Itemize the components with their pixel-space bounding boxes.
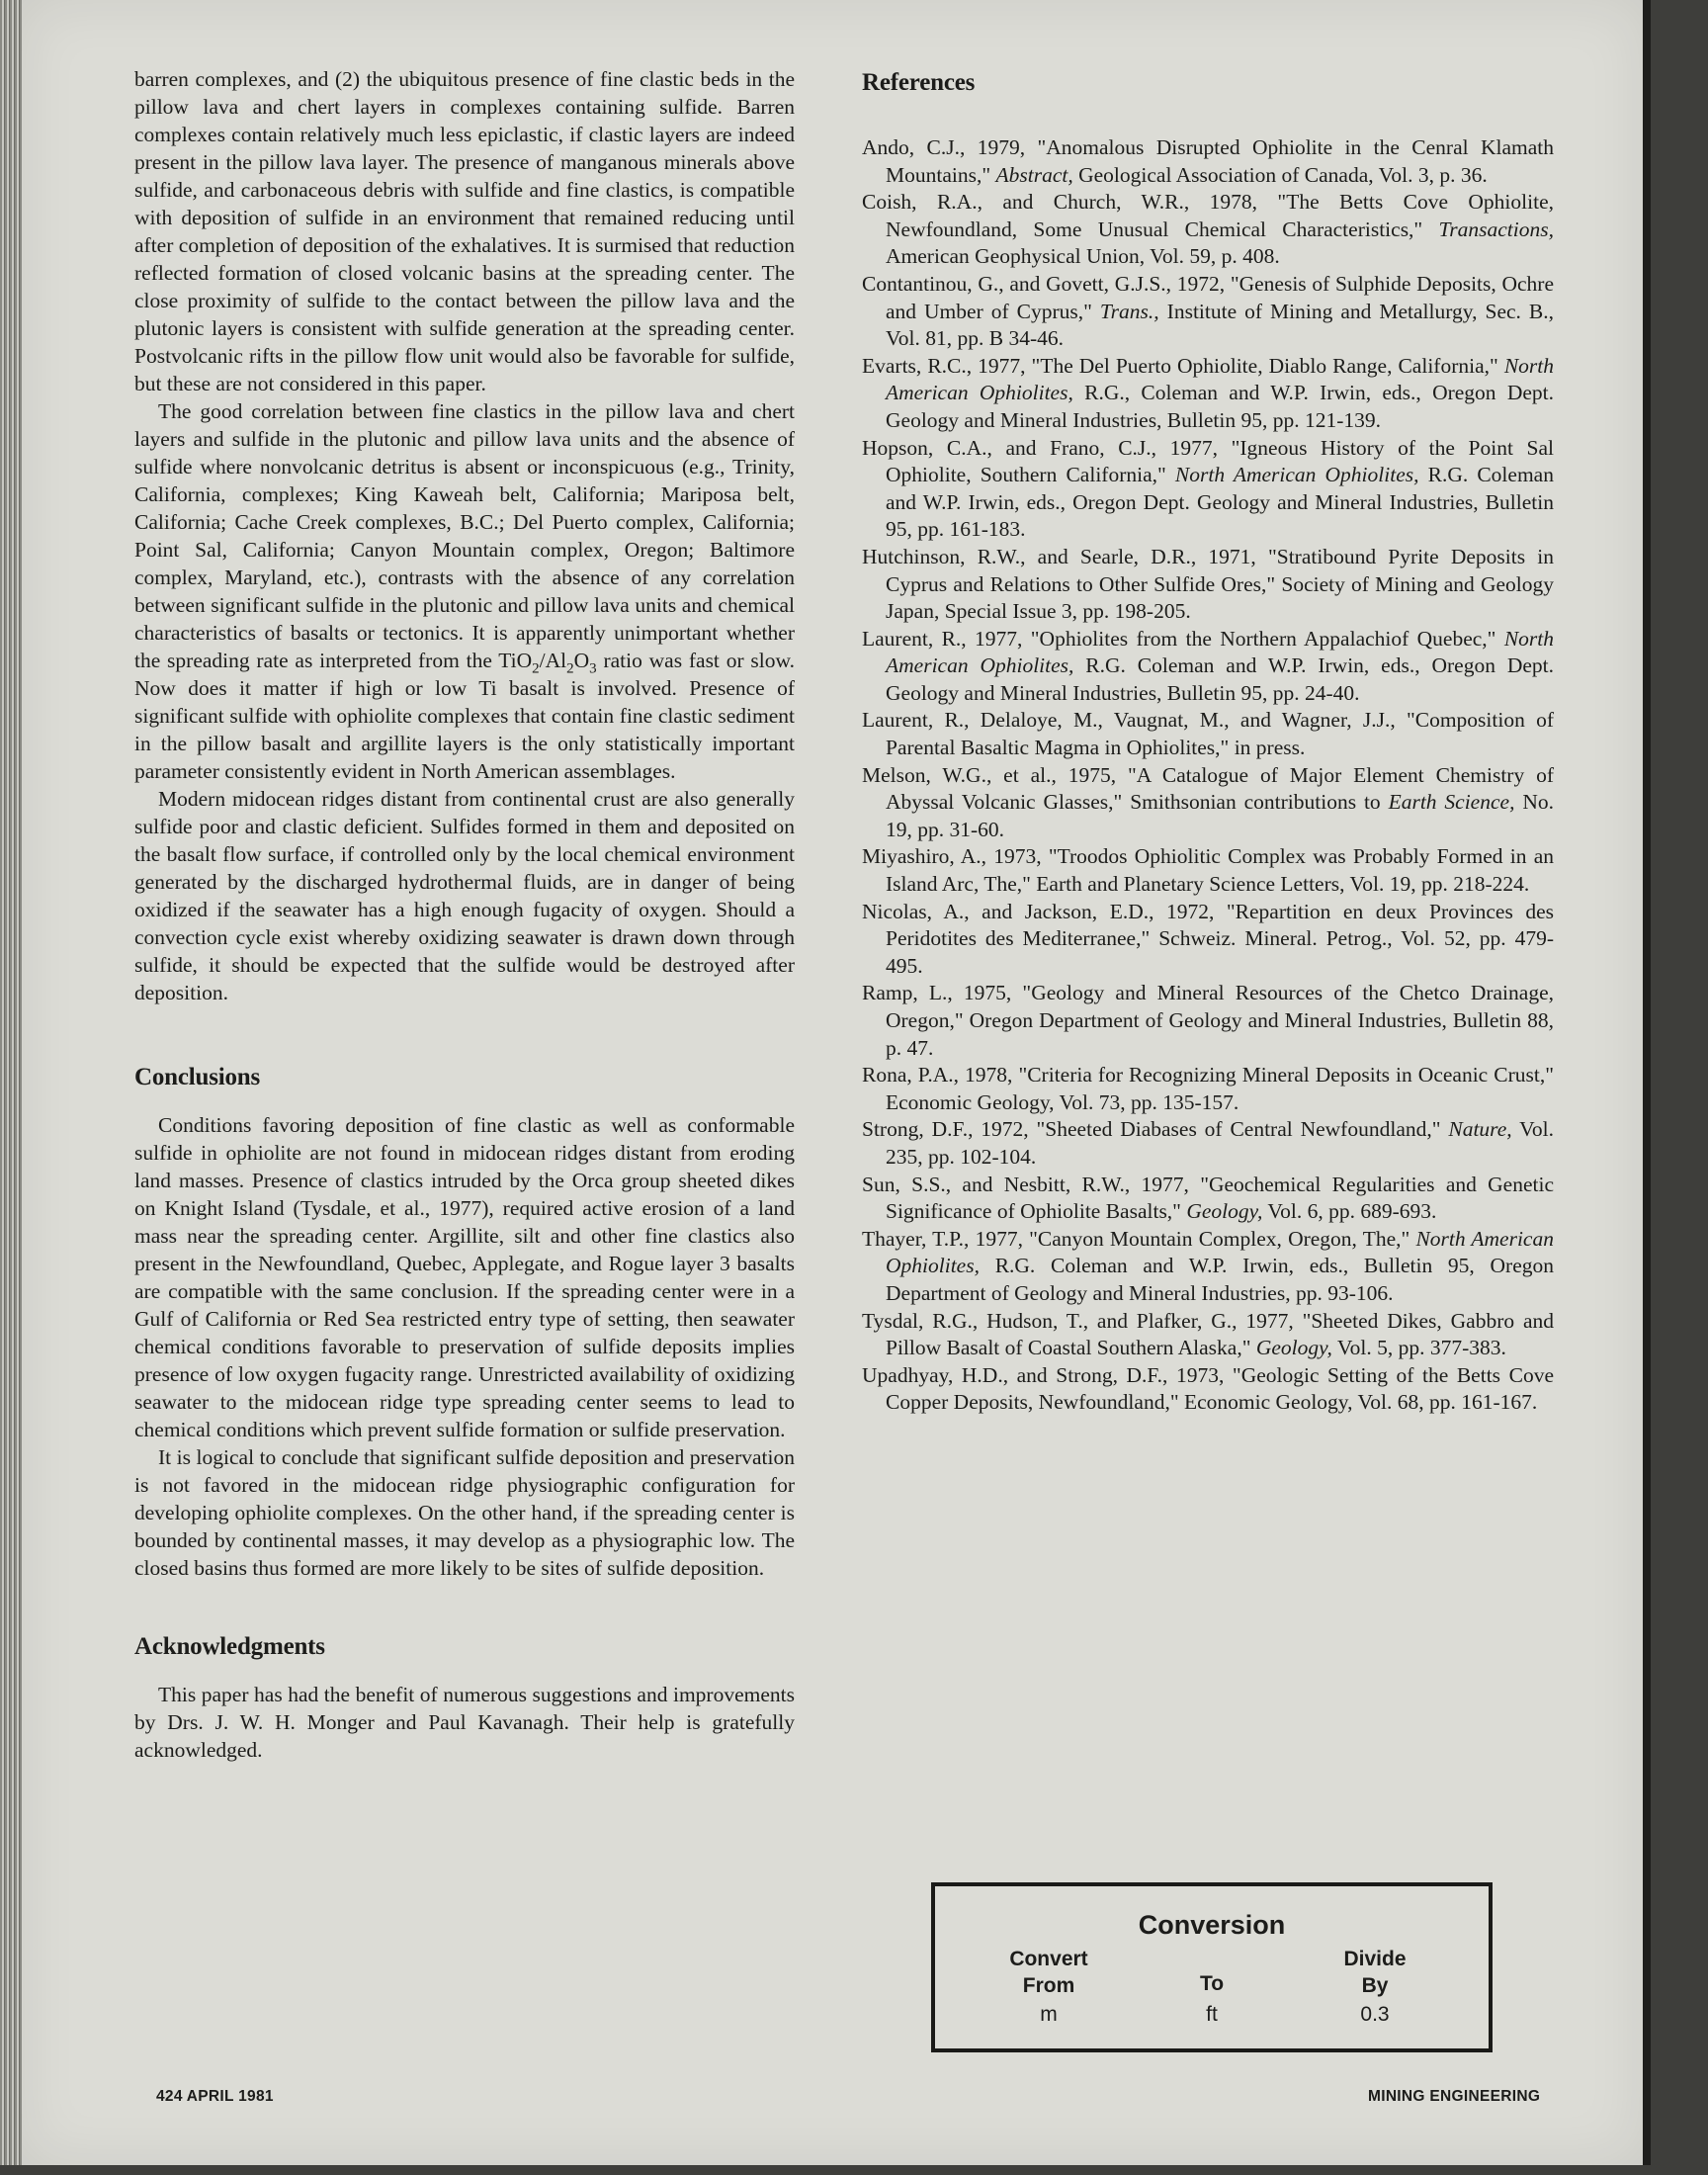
conclusions-heading: Conclusions (134, 1064, 261, 1090)
reference-item (862, 1362, 1554, 1417)
divide-by-header (1301, 1946, 1449, 1999)
reference-text-continued: Institute of Mining and Metallurgy, Sec. B., Vol. 81, pp. B 34-46. (886, 299, 1554, 351)
reference-text: Hopson, C.A., and Frano, C.J., 1977, "Igneous History of the Point Sal Ophiolite, Southern California," (862, 435, 1554, 487)
reference-source-italic: Geology, (1186, 1199, 1263, 1224)
right-column (862, 65, 1554, 1417)
reference-source-italic: Nature, (1448, 1117, 1512, 1142)
reference-source-italic: North American Ophiolites, (886, 626, 1554, 678)
chem-al: /Al (539, 649, 567, 672)
reference-text: Laurent, R., Delaloye, M., Vaugnat, M., and Wagner, J.J., "Composition of Parental Basaltic Magma in Ophiolites," in press. (862, 708, 1554, 760)
paragraph-2-text-b: ratio was fast or slow. Now does it matter if high or low Ti basalt is involved. Presence of significant sulfide with ophiolite complexes that contain fine clastic sediment in the pillow basalt and argillite layers is the only statistically important parameter consistently evident in North American assemblages. (134, 649, 795, 783)
reference-text-continued: R.G. Coleman and W.P. Irwin, eds., Oregon Dept. Geology and Mineral Industries, Bulletin 95, pp. 161-183. (886, 463, 1554, 542)
reference-text: Strong, D.F., 1972, "Sheeted Diabases of Central Newfoundland," (862, 1117, 1449, 1142)
reference-item (862, 762, 1554, 844)
to-header: To (1199, 1972, 1225, 1995)
reference-text: Upadhyay, H.D., and Strong, D.F., 1973, "Geologic Setting of the Betts Cove Copper Deposits, Newfoundland," Economic Geology, Vol. 68, pp. 161-167. (862, 1362, 1554, 1415)
reference-item (862, 1116, 1554, 1171)
paragraph-3: Modern midocean ridges distant from continental crust are also generally sulfide poor and clastic deficient. Sulfides formed in them and deposited on the basalt flow surface, if controlled only by the local chemical environment generated by the discharged hydrothermal fluids, are in danger of being oxidized if the seawater has a high enough fugacity of oxygen. Should a convection cycle exist whereby oxidizing seawater is drawn down through sulfide, it should be expected that the sulfide would be destroyed after deposition. (134, 787, 795, 1004)
reference-text: Ando, C.J., 1979, "Anomalous Disrupted Ophiolite in the Cenral Klamath Mountains," (862, 135, 1554, 187)
conversion-title: Conversion (1138, 1910, 1286, 1940)
reference-text-continued: Vol. 6, pp. 689-693. (1262, 1199, 1437, 1224)
reference-source-italic: North American Ophiolites, (1174, 463, 1419, 487)
chem-ti: TiO (498, 649, 533, 672)
reference-text: Melson, W.G., et al., 1975, "A Catalogue of Major Element Chemistry of Abyssal Volcanic Glasses," Smithsonian contributions to (862, 762, 1554, 815)
acknowledgments-paragraph: This paper has had the benefit of numerous suggestions and improvements by Drs. J. W. H. Monger and Paul Kavanagh. Their help is gratefully acknowledged. (134, 1683, 795, 1762)
convert-from-header (975, 1946, 1123, 1999)
references-heading: References (862, 69, 976, 96)
reference-item (862, 843, 1554, 898)
divide-value: 0.3 (1360, 2003, 1390, 2026)
reference-text-continued: R.G. Coleman and W.P. Irwin, eds., Bulletin 95, Oregon Department of Geology and Mineral Industries, pp. 93-106. (886, 1254, 1554, 1305)
reference-text: Coish, R.A., and Church, W.R., 1978, "The Betts Cove Ophiolite, Newfoundland, Some Unusual Chemical Characteristics," (862, 190, 1554, 241)
left-column (134, 65, 795, 1764)
chem-sub-1: 2 (532, 660, 540, 677)
reference-source-italic: Transactions, (1438, 217, 1554, 241)
reference-item (862, 1308, 1554, 1362)
chem-sub-3: 3 (589, 660, 597, 677)
reference-item (862, 980, 1554, 1062)
reference-text: Tysdal, R.G., Hudson, T., and Plafker, G., 1977, "Sheeted Dikes, Gabbro and Pillow Basalt of Coastal Southern Alaska," (862, 1308, 1554, 1360)
convert-from-header-line1: Convert (1009, 1948, 1088, 1970)
reference-item (862, 626, 1554, 708)
page-edge-shadow (1643, 0, 1708, 2175)
reference-text-continued: Vol. 235, pp. 102-104. (886, 1117, 1554, 1169)
reference-item (862, 435, 1554, 544)
reference-source-italic: North American Ophiolites, (886, 353, 1554, 405)
reference-text-continued: Vol. 5, pp. 377-383. (1331, 1336, 1506, 1360)
conversion-table (931, 1882, 1493, 2052)
references-list (862, 134, 1554, 1417)
page-bottom-edge (0, 2165, 1708, 2175)
reference-text: Hutchinson, R.W., and Searle, D.R., 1971, "Stratibound Pyrite Deposits in Cyprus and Relations to Other Sulfide Ores," Society of Mining and Geology Japan, Special Issue 3, pp. 198-205. (862, 544, 1554, 624)
reference-text: Evarts, R.C., 1977, "The Del Puerto Ophiolite, Diablo Range, California," (862, 353, 1504, 378)
reference-item (862, 544, 1554, 626)
reference-text: Sun, S.S., and Nesbitt, R.W., 1977, "Geochemical Regularities and Genetic Significance of Ophiolite Basalts," (862, 1172, 1554, 1224)
reference-text: Nicolas, A., and Jackson, E.D., 1972, "Repartition en deux Provinces des Peridotites des Mediterranee," Schweiz. Mineral. Petrog., Vol. 52, pp. 479-495. (862, 899, 1554, 978)
footer-page-date: 424 APRIL 1981 (156, 2088, 274, 2105)
reference-item (862, 134, 1554, 189)
reference-item (862, 1226, 1554, 1308)
from-value: m (1040, 2003, 1058, 2026)
conclusions-paragraph-1: Conditions favoring deposition of fine clastic as well as conformable sulfide in ophiolite are not found in midocean ridges distant from eroding land masses. Presence of clastics intruded by the Orca group sheeted dikes on Knight Island (Tysdale, et al., 1977), required active erosion of a land mass near the spreading center. Argillite, silt and other fine clastics also present in the Newfoundland, Quebec, Applegate, and Rogue layer 3 basalts are compatible with the same conclusion. If the spreading center were in a Gulf of California or Red Sea restricted entry type of setting, then seawater chemical conditions favorable to preservation of sulfide deposits implies presence of low oxygen fugacity range. Unrestricted availability of oxidizing seawater to the midocean ridge type spreading center seems to lead to chemical conditions which prevent sulfide formation or sulfide preservation. (134, 1113, 795, 1441)
reference-text: Thayer, T.P., 1977, "Canyon Mountain Complex, Oregon, The," (862, 1226, 1416, 1251)
reference-text-continued: R.G., Coleman and W.P. Irwin, eds., Oregon Dept. Geology and Mineral Industries, Bulletin 95, pp. 121-139. (886, 381, 1554, 432)
convert-from-header-line2: From (1022, 1974, 1075, 1997)
paragraph-2-text-a: The good correlation between fine clastics in the pillow lava and chert layers and sulfide in the plutonic and pillow lava units and the absence of sulfide where nonvolcanic detritus is absent or inconspicuous (e.g., Trinity, California, complexes; King Kaweah belt, California; Mariposa belt, California; Cache Creek complexes, B.C.; Del Puerto complex, California; Point Sal, California; Canyon Mountain complex, Oregon; Baltimore complex, Maryland, etc.), contrasts with the absence of any correlation between significant sulfide in the plutonic and pillow lava units and chemical characteristics of basalts or tectonics. It is apparently unimportant whether the spreading rate as interpreted from the (134, 399, 795, 672)
reference-text-continued: Geological Association of Canada, Vol. 3, p. 36. (1072, 162, 1488, 187)
reference-source-italic: Earth Science, (1388, 790, 1515, 815)
reference-text: Miyashiro, A., 1973, "Troodos Ophiolitic Complex was Probably Formed in an Island Arc, The," Earth and Planetary Science Letters, Vol. 19, pp. 218-224. (862, 844, 1554, 897)
reference-item (862, 189, 1554, 271)
reference-text: Laurent, R., 1977, "Ophiolites from the Northern Appalachiof Quebec," (862, 626, 1504, 651)
to-value: ft (1206, 2003, 1218, 2026)
book-binding (0, 0, 22, 2175)
reference-item (862, 271, 1554, 353)
reference-source-italic: Geology, (1255, 1336, 1332, 1360)
reference-text: Contantinou, G., and Govett, G.J.S., 1972, "Genesis of Sulphide Deposits, Ochre and Umber of Cyprus," (862, 271, 1554, 323)
reference-item (862, 353, 1554, 435)
paragraph-2 (134, 397, 795, 785)
paragraph-1: barren complexes, and (2) the ubiquitous presence of fine clastic beds in the pillow lava and chert layers in complexes containing sulfide. Barren complexes contain relatively much less epiclastic, if clastic layers are indeed present in the pillow lava layer. The presence of manganous minerals above sulfide, and carbonaceous debris with sulfide and fine clastics, is compatible with deposition of sulfide in an environment that remained reducing until after completion of deposition of the exhalatives. It is surmised that reduction reflected formation of closed volcanic basins at the spreading center. The close proximity of sulfide to the contact between the pillow lava and the plutonic layers is consistent with sulfide generation at the spreading center. Postvolcanic rifts in the pillow flow unit would also be favorable for sulfide, but these are not considered in this paper. (134, 67, 795, 395)
reference-item (862, 1062, 1554, 1116)
reference-source-italic: Abstract, (995, 162, 1073, 187)
acknowledgments-heading: Acknowledgments (134, 1633, 325, 1660)
divide-by-header-line1: Divide (1343, 1948, 1407, 1970)
reference-text: Rona, P.A., 1978, "Criteria for Recognizing Mineral Deposits in Oceanic Crust," Economic Geology, Vol. 73, pp. 135-157. (862, 1063, 1554, 1114)
reference-item (862, 899, 1554, 981)
chem-sub-2: 2 (566, 660, 574, 677)
divide-by-header-line2: By (1361, 1974, 1389, 1997)
reference-item (862, 707, 1554, 761)
reference-source-italic: Trans., (1099, 299, 1159, 323)
reference-item (862, 1172, 1554, 1226)
reference-text-continued: No. 19, pp. 31-60. (886, 790, 1554, 841)
reference-text: Ramp, L., 1975, "Geology and Mineral Resources of the Chetco Drainage, Oregon," Oregon Department of Geology and Mineral Industries, Bulletin 88, p. 47. (862, 981, 1554, 1060)
footer-journal-name: MINING ENGINEERING (1368, 2088, 1541, 2105)
conclusions-paragraph-2: It is logical to conclude that significant sulfide deposition and preservation is not favored in the midocean ridge physiographic configuration for developing ophiolite complexes. On the other hand, if the spreading center is bounded by continental masses, it may develop as a physiographic low. The closed basins thus formed are more likely to be sites of sulfide deposition. (134, 1445, 795, 1580)
reference-text-continued: American Geophysical Union, Vol. 59, p. 408. (886, 244, 1280, 269)
reference-text-continued: R.G. Coleman and W.P. Irwin, eds., Oregon Dept. Geology and Mineral Industries, Bulletin 95, pp. 24-40. (886, 653, 1554, 705)
chem-o: O (573, 649, 590, 672)
reference-source-italic: North American Ophiolites, (886, 1226, 1554, 1278)
